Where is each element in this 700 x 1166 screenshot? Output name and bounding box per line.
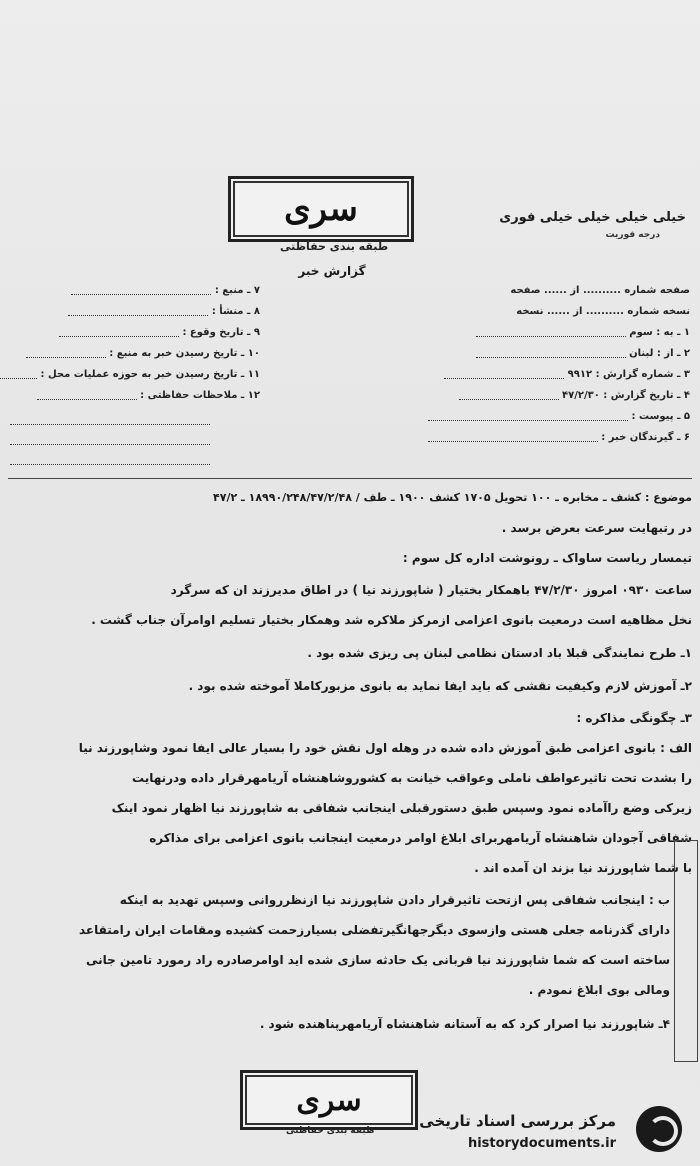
body-line: ساعت ۰۹۳۰ امروز ۴۷/۲/۳۰ باهمکار بختیار ( شاپورزند نیا ) در اطاق مدیرزند ان که سرگرد [170,583,692,597]
left-field: ۷ ـ منبع : [10,285,260,296]
left-field: ۱۱ ـ تاریخ رسیدن خبر به حوزه عملیات محل : [10,369,260,380]
body-line: را بشدت تحت تاثیرعواطف ناملی وعواقب خیانت به کشوروشاهنشاه آریامهرقرار داده ودرنهایت [131,771,692,785]
body-line: ۱ـ طرح نمایندگی قبلا باد ادستان نظامی لبنان پی ریزی شده بود . [307,646,692,660]
attachment-field: ۵ ـ پیوست : [428,411,690,422]
body-line: در رتبهایت سرعت بعرض برسد . [501,521,692,535]
archive-url: historydocuments.ir [467,1136,616,1151]
subject-line: موضوع : کشف ـ مخابره ـ ۱۰۰ تحویل ۱۷۰۵ کشف ۱۹۰۰ ـ طف / ۱۸۹۹۰/۲۴۸/۴۷/۲/۴۸ ـ ۴۷/۲ [213,491,692,504]
secret-stamp-bottom [240,1070,418,1130]
classification-caption-bottom: طبقه بندی حفاظتی [286,1126,375,1136]
body-line: الف : بانوی اعزامی طبق آموزش داده شده در وهله اول نقش خود را بسیار عالی ایفا نمود وشاپورزند نیا [78,741,692,755]
body-line: تیمسار ریاست ساواک ـ رونوشت اداره کل سوم : [402,551,692,565]
copy-number-field: نسخه شماره .......... از ...... نسخه [516,306,690,317]
left-field: ۹ ـ تاریخ وقوع : [10,327,260,338]
report-date-field: ۴ ـ تاریخ گزارش : ۴۷/۲/۳۰ [459,390,691,401]
secret-stamp-top [228,176,414,242]
body-line: زیرکی وضع راآماده نمود وسپس طبق دستورقبلی اینجانب شفاقی به شاپورزند نیا اظهار نمود اینک [111,801,692,815]
body-line: دارای گذرنامه جعلی هستی وازسوی دیگرجهانگیرتفضلی بسیارزحمت کشیده ومقامات ایران رامتقاعد [79,923,670,937]
recipients-field: ۶ ـ گیرندگان خبر : [428,432,690,443]
page-number-field: صفحه شماره .......... از ...... صفحه [510,285,690,296]
body-line: ۳ـ چگونگی مذاکره : [576,711,692,725]
body-line: ب : اینجانب شفاقی پس ازتحت تاثیرقرار دادن شاپورزند نیا ازنظرروانی وسپس تهدید به اینکه [119,893,670,907]
body-line: با شما شاپورزند نیا بزند ان آمده اند . [474,861,692,875]
urgency-line: خیلی خیلی خیلی خیلی فوری [499,210,686,225]
body-line: ومالی بوی ابلاغ نمودم . [528,983,670,997]
secret-stamp-bottom-text: سری [296,1082,362,1118]
report-title: گزارش خبر [298,264,366,278]
to-field: ۱ ـ به : سوم [476,327,690,338]
from-field: ۲ ـ از : لبنان [476,348,690,359]
margin-annotation-box [674,840,698,1062]
left-field: ۱۰ ـ تاریخ رسیدن خبر به منبع : [10,348,260,359]
body-line: شفاقی آجودان شاهنشاه آریامهربرای ابلاغ اوامر درمعیت اینجانب بانوی اعزامی برای مذاکره [149,831,692,845]
archive-name: مرکز بررسی اسناد تاریخی [419,1112,616,1130]
left-field: ۱۲ ـ ملاحظات حفاظتی : [10,390,260,401]
body-line: ۲ـ آموزش لازم وکیفیت نقشی که باید ایفا نماید به بانوی مزبورکاملا آموخته شده بود . [188,679,692,693]
urgency-caption: درجه فوریت [605,230,660,240]
archive-logo-icon [636,1106,682,1152]
body-line: ساخته است که شما شاپورزند نیا قربانی یک حادثه سازی شده اید اوامرصادره راد رمورد تامین جانی [85,953,670,967]
body-line: نخل مظاهیه است درمعیت بانوی اعزامی ازمرکز ملاکره شد وهمکار بختیار تسلیم اوامرآن جناب گشت . [91,613,692,627]
left-field: ۸ ـ منشأ : [10,306,260,317]
report-number-field: ۳ ـ شماره گزارش : ۹۹۱۲ [444,369,690,380]
body-line: ۴ـ شاپورزند نیا اصرار کرد که به آستانه شاهنشاه آریامهرپناهنده شود . [259,1017,670,1031]
secret-stamp-top-text: سری [284,189,358,229]
header-divider [8,478,692,479]
classification-caption-top: طبقه بندی حفاظتی [280,240,389,253]
